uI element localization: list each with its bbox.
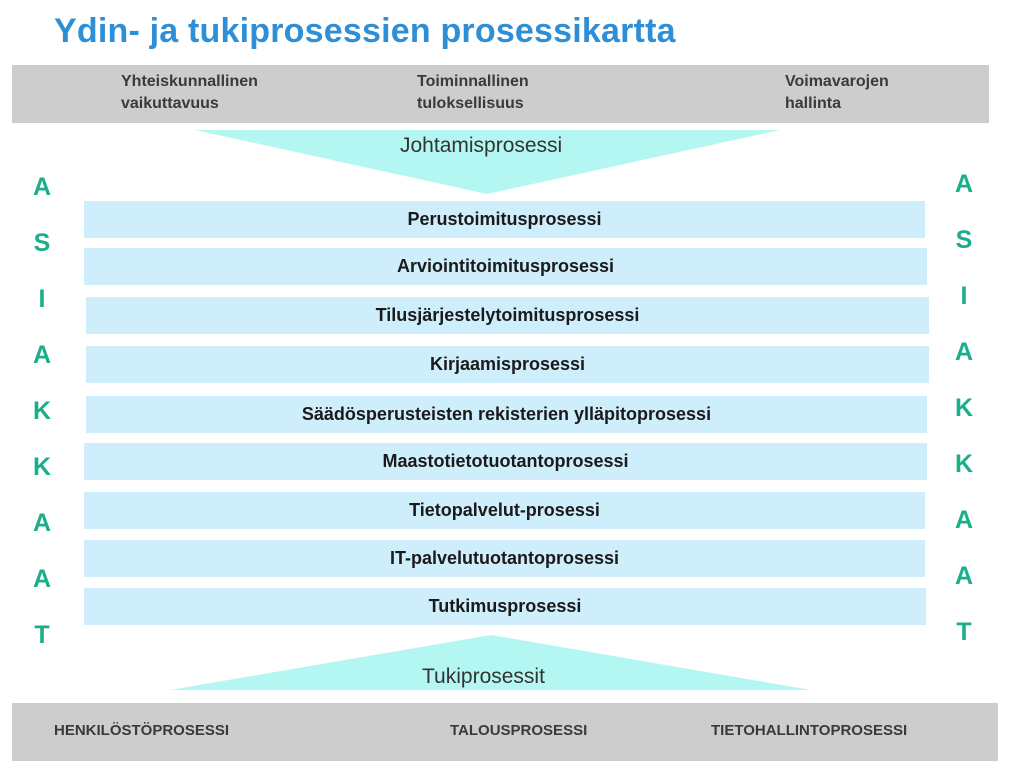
core-process-bar: Arviointitoimitusprosessi [84, 248, 927, 285]
page-title: Ydin- ja tukiprosessien prosessikartta [54, 12, 676, 50]
customers-letter: A [954, 506, 974, 534]
support-process-hr: HENKILÖSTÖPROSESSI [54, 722, 230, 739]
customers-left-column [22, 165, 62, 669]
support-process-it-management: TIETOHALLINTOPROSESSI [711, 722, 908, 739]
goal-resource-management: Voimavarojen hallinta [785, 73, 889, 112]
customers-letter: A [954, 562, 974, 590]
customers-letter: K [32, 453, 52, 481]
customers-letter: T [34, 621, 50, 649]
core-process-bar: Tietopalvelut-prosessi [84, 492, 925, 529]
support-process-finance: TALOUSPROSESSI [450, 722, 588, 739]
core-process-bar: Kirjaamisprosessi [86, 346, 929, 383]
core-process-bar: Tilusjärjestelytoimitusprosessi [86, 297, 929, 334]
customers-letter: S [955, 226, 973, 254]
core-process-bar: Säädösperusteisten rekisterien ylläpitoprosessi [86, 396, 927, 433]
goal-operational-performance: Toiminnallinen tuloksellisuus [417, 73, 529, 112]
customers-letter: A [32, 509, 52, 537]
support-processes-band [12, 703, 998, 761]
customers-letter: A [32, 565, 52, 593]
core-process-bar: Tutkimusprosessi [84, 588, 926, 625]
customers-letter: K [32, 397, 52, 425]
customers-letter: I [960, 282, 968, 310]
customers-letter: I [38, 285, 46, 313]
core-process-bar: Maastotietotuotantoprosessi [84, 443, 927, 480]
customers-right-column [944, 162, 984, 666]
customers-letter: S [33, 229, 51, 257]
core-process-bar: Perustoimitusprosessi [84, 201, 925, 238]
customers-letter: T [956, 618, 972, 646]
goal-societal-effectiveness: Yhteiskunnallinen vaikuttavuus [121, 73, 258, 112]
management-process-label: Johtamisprosessi [400, 134, 563, 157]
customers-letter: K [954, 394, 974, 422]
customers-letter: A [954, 338, 974, 366]
customers-letter: A [954, 170, 974, 198]
support-process-label: Tukiprosessit [422, 665, 545, 688]
customers-letter: A [32, 173, 52, 201]
customers-letter: A [32, 341, 52, 369]
goals-band [12, 65, 989, 123]
core-process-bar: IT-palvelutuotantoprosessi [84, 540, 925, 577]
customers-letter: K [954, 450, 974, 478]
